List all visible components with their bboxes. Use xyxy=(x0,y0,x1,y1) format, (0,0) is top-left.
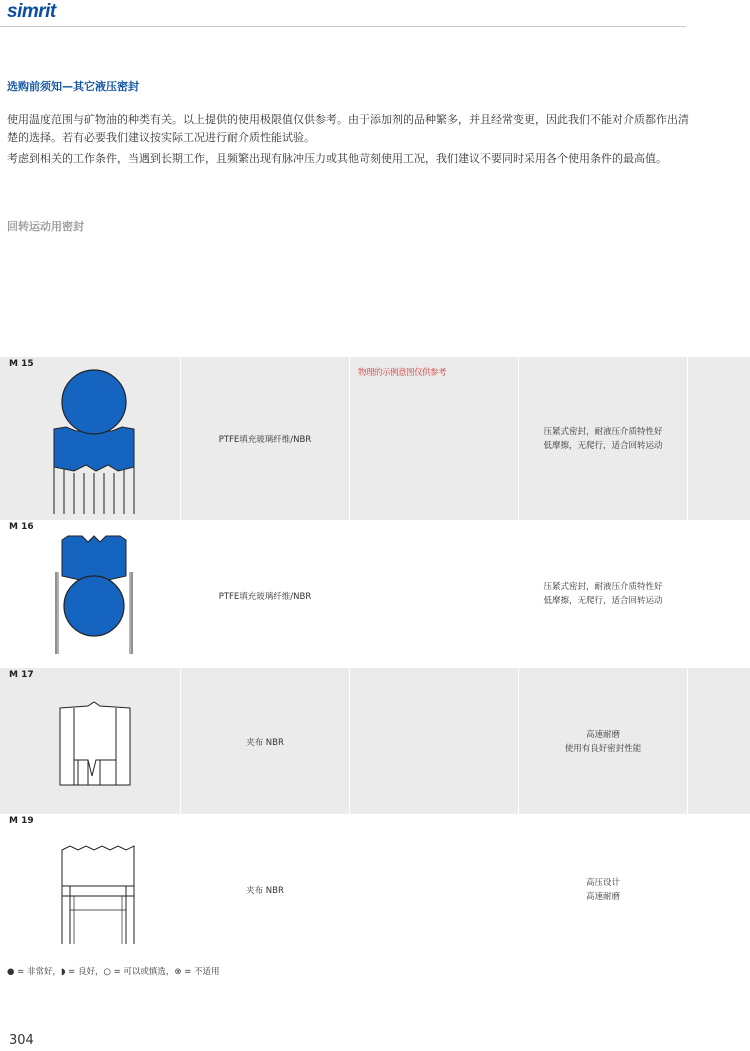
note-line: 压紧式密封，耐液压介质特性好 xyxy=(543,582,663,592)
seal-material: PTFE填充玻璃纤维/NBR xyxy=(218,592,312,602)
note-line: 高压设计 xyxy=(585,878,620,888)
seal-profile-m17-drawing xyxy=(48,680,143,805)
section-title: 选购前须知—其它液压密封 xyxy=(7,80,139,93)
seal-code: M 16 xyxy=(9,522,34,532)
note-line: 压紧式密封，耐液压介质特性好 xyxy=(543,427,663,437)
seal-row-m15 xyxy=(0,357,750,520)
simrit-logo: simrit xyxy=(7,1,56,22)
section-subtitle: 回转运动用密封 xyxy=(7,220,84,233)
seal-material: 夹布 NBR xyxy=(246,738,284,748)
seal-profile-m19-drawing xyxy=(48,826,143,956)
seal-material: PTFE填充玻璃纤维/NBR xyxy=(218,435,312,445)
note-line: 低摩擦，无爬行，适合回转运动 xyxy=(543,596,663,606)
column-divider xyxy=(349,668,350,814)
intro-paragraph-2: 考虑到相关的工作条件，当遇到长期工作，且频繁出现有脉冲压力或其他苛刻使用工况，我们建议不要同时采用各个使用条件的最高值。 xyxy=(7,152,667,165)
seal-notes xyxy=(519,876,687,904)
column-divider xyxy=(349,357,350,520)
seal-notes xyxy=(519,580,687,608)
seal-material: 夹布 NBR xyxy=(246,886,284,896)
seal-profile-m16-drawing xyxy=(48,532,143,670)
page-number: 304 xyxy=(9,1033,34,1048)
seal-profile-m15-drawing xyxy=(48,369,143,514)
seal-code: M 17 xyxy=(9,670,34,680)
seal-code: M 15 xyxy=(9,359,34,369)
seal-row-m19 xyxy=(0,814,750,960)
reference-note: 物理的示例意图仅供参考 xyxy=(358,368,447,378)
note-line: 高速耐磨 xyxy=(585,730,620,740)
column-divider xyxy=(687,668,688,814)
note-line: 使用有良好密封性能 xyxy=(564,744,642,754)
seal-row-m17 xyxy=(0,668,750,814)
rating-legend: ● = 非常好，◗ = 良好，○ = 可以或慎选，⊗ = 不适用 xyxy=(7,967,220,977)
header-divider xyxy=(0,26,686,27)
intro-paragraph-1: 使用温度范围与矿物油的种类有关。以上提供的使用极限值仅供参考。由于添加剂的品种繁多，并且经常变更，因此我们不能对介质都作出清楚的选择。若有必要我们建议按实际工况进行耐介质性能试验。 xyxy=(7,113,689,144)
column-divider xyxy=(687,357,688,520)
note-line: 高速耐磨 xyxy=(585,892,620,902)
note-line: 低摩擦，无爬行，适合回转运动 xyxy=(543,441,663,451)
seal-notes xyxy=(519,728,687,756)
seal-notes xyxy=(519,425,687,453)
seal-row-m16 xyxy=(0,520,750,668)
seal-code: M 19 xyxy=(9,816,34,826)
